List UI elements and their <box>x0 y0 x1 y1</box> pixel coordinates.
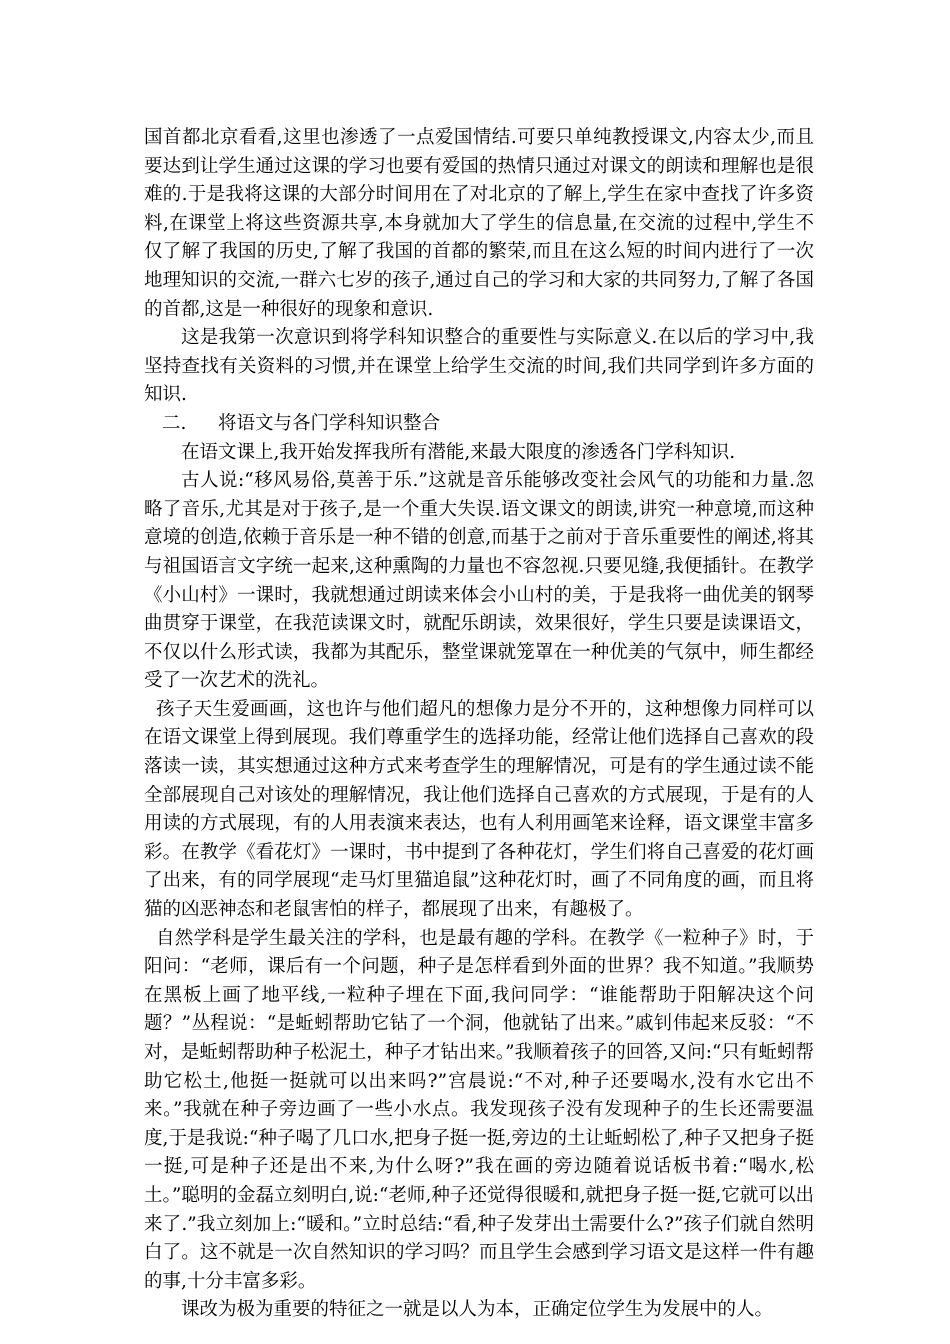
paragraph-curriculum-reform: 课改为极为重要的特征之一就是以人为本，正确定位学生为发展中的人。 <box>181 1299 774 1321</box>
section-title: 将语文与各门学科知识整合 <box>218 412 441 434</box>
paragraph-drawing: 孩子天生爱画画，这也许与他们超凡的想像力是分不开的，这种想像力同样可以在语文课堂上得到展现。我们尊重学生的选择功能，经常让他们选择自己喜欢的段落读一读，其实想通过这种方式来考查学生的理解情况，可是有的学生通过读不能全部展现自己对该处的理解情况，我让他们选择自己喜欢的方式展现，于是有的人用读的方式展现，有的人用表演来表达，也有人利用画笔来诠释，语文课堂丰富多彩。在教学《看花灯》一课时，书中提到了各种花灯，学生们将自己喜爱的花灯画了出来，有的同学展现“走马灯里猫追鼠”这种花灯时，画了不同角度的画，而且将猫的凶恶神态和老鼠害怕的样子，都展现了出来，有趣极了。 <box>144 698 814 921</box>
document-body <box>144 124 814 1325</box>
paragraph-potential: 在语文课上,我开始发挥我所有潜能,来最大限度的渗透各门学科知识. <box>181 441 736 463</box>
section-heading <box>144 410 814 439</box>
paragraph-nature: 自然学科是学生最关注的学科，也是最有趣的学科。在教学《一粒种子》时，于阳问：“老师，课后有一个问题，种子是怎样看到外面的世界？我不知道。”我顺势在黑板上画了地平线,一粒种子埋在下面,我问同学：“谁能帮助于阳解决这个问题？”丛程说：“是蚯蚓帮助它钻了一个洞，他就钻了出来。”戚钊伟起来反驳：“不对，是蚯蚓帮助种子松泥土，种子才钻出来。”我顺着孩子的回答,又问:“只有蚯蚓帮助它松土,他挺一挺就可以出来吗?”宫晨说:“不对,种子还要喝水,没有水它出不来。”我就在种子旁边画了一些小水点。我发现孩子没有发现种子的生长还需要温度,于是我说:“种子喝了几口水,把身子挺一挺,旁边的土让蚯蚓松了,种子又把身子挺一挺,可是种子还是出不来,为什么呀?”我在画的旁边随着说话板书着:“喝水,松土。”聪明的金磊立刻明白,说:“老师,种子还觉得很暖和,就把身子挺一挺,它就可以出来了.”我立刻加上:“暖和。”立时总结:“看,种子发芽出土需要什么?”孩子们就自然明白了。这不就是一次自然知识的学习吗？而且学生会感到学习语文是这样一件有趣的事,十分丰富多彩。 <box>144 927 814 1292</box>
section-number: 二. <box>162 412 187 434</box>
paragraph-music: 古人说:“移风易俗,莫善于乐.”这就是音乐能够改变社会风气的功能和力量.忽略了音乐,尤其是对于孩子,是一个重大失误.语文课文的朗读,讲究一种意境,而这种意境的创造,依赖于音乐是一种不错的创意,而基于之前对于音乐重要性的阐述,将其与祖国语言文字统一起来,这种熏陶的力量也不容忽视.只要见缝,我便插针。在教学《小山村》一课时，我就想通过朗读来体会小山村的美，于是我将一曲优美的钢琴曲贯穿于课堂，在我范读课文时，就配乐朗读，效果很好，学生只要是读课语文，不仅以什么形式读，我都为其配乐，整堂课就笼罩在一种优美的气氛中，师生都经受了一次艺术的洗礼。 <box>144 470 814 692</box>
paragraph-integration-significance: 这是我第一次意识到将学科知识整合的重要性与实际意义.在以后的学习中,我坚持查找有关资料的习惯,并在课堂上给学生交流的时间,我们共同学到许多方面的知识. <box>144 327 814 406</box>
paragraph-beijing: 国首都北京看看,这里也渗透了一点爱国情结.可要只单纯教授课文,内容太少,而且要达到让学生通过这课的学习也要有爱国的热情只通过对课文的朗读和理解也是很难的.于是我将这课的大部分时间用在了对北京的了解上,学生在家中查找了许多资料,在课堂上将这些资源共享,本身就加大了学生的信息量,在交流的过程中,学生不仅了解了我国的历史,了解了我国的首都的繁荣,而且在这么短的时间内进行了一次地理知识的交流,一群六七岁的孩子,通过自己的学习和大家的共同努力,了解了各国的首都,这是一种很好的现象和意识. <box>144 127 814 320</box>
